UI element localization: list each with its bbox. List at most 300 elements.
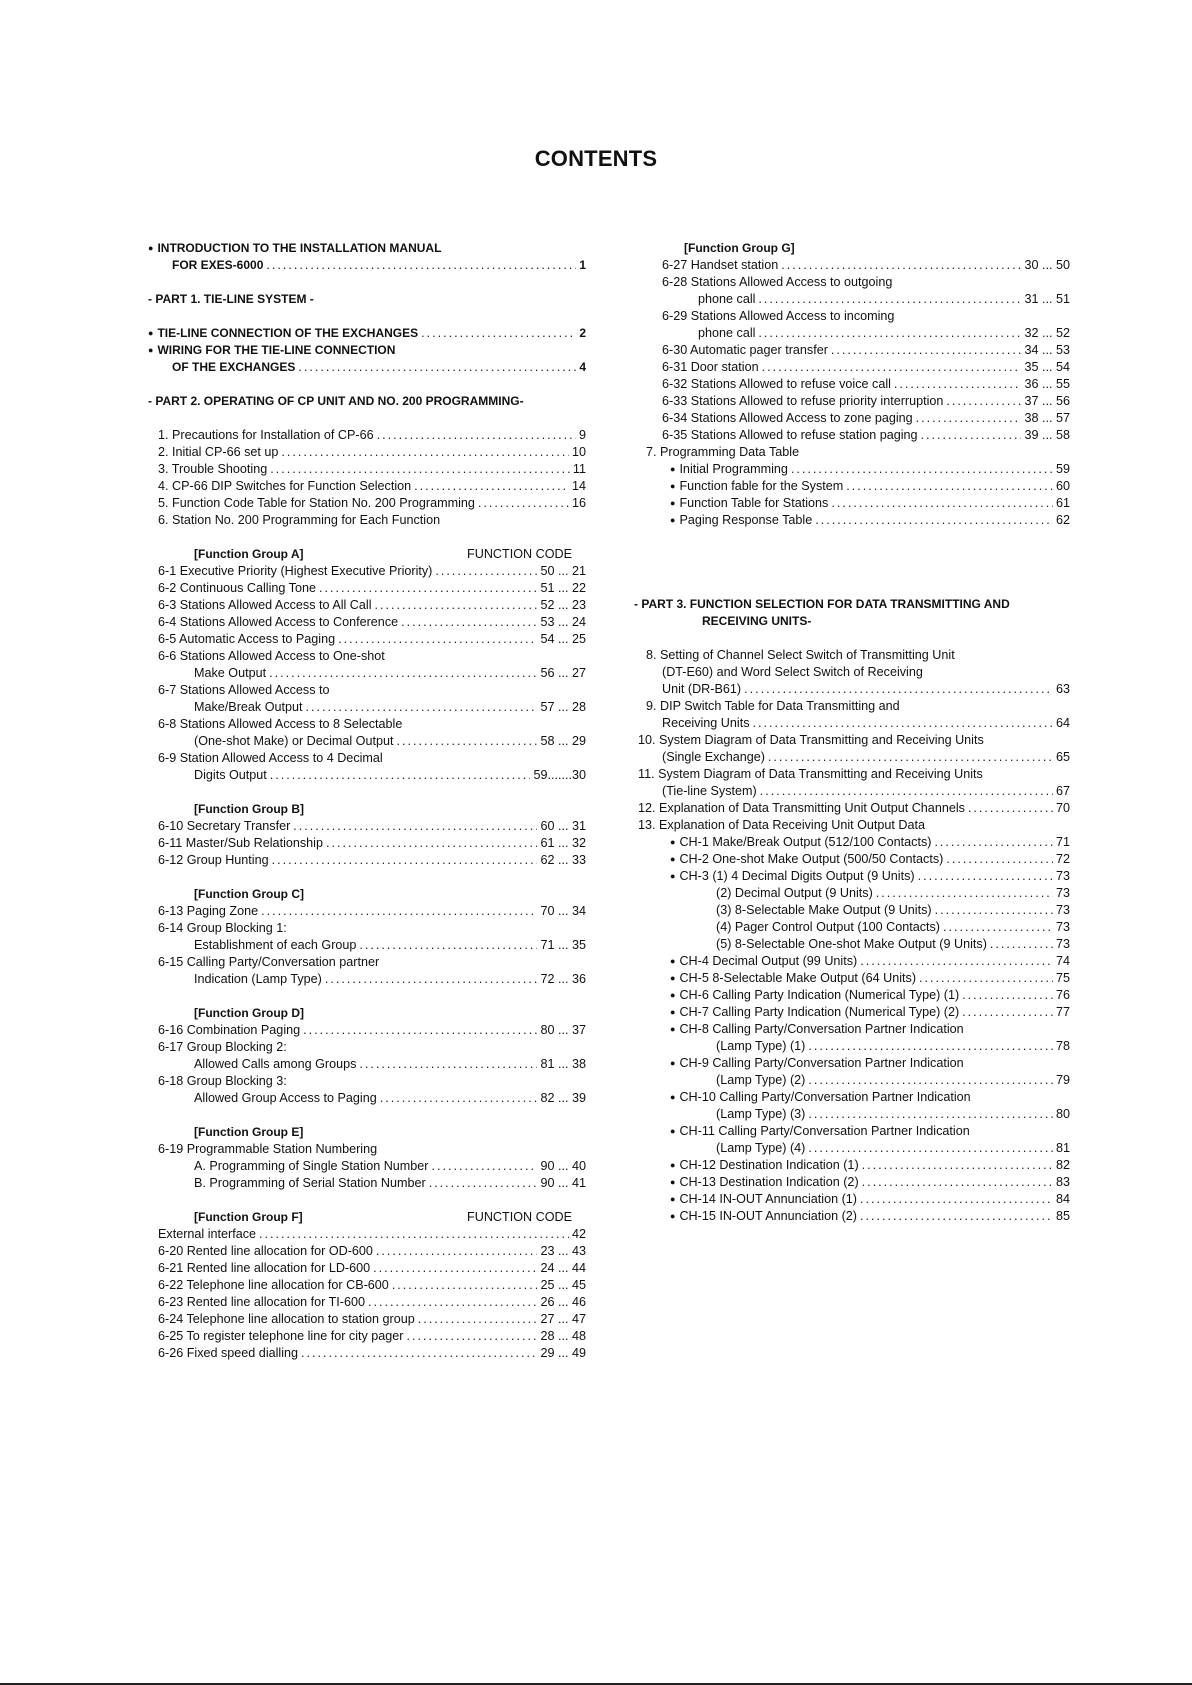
- page-number: 59.......30: [533, 768, 586, 782]
- toc-entry: [634, 461, 1070, 478]
- dot-leader: [808, 1038, 1053, 1055]
- toc-entry: [148, 1158, 586, 1175]
- toc-entry: [148, 359, 586, 376]
- toc-entry: [148, 665, 586, 682]
- dot-leader: [432, 1158, 538, 1175]
- page-number: 38 ... 57: [1024, 411, 1070, 425]
- dot-leader: [762, 359, 1022, 376]
- page-number: 61 ... 32: [540, 836, 586, 850]
- dot-leader: [935, 902, 1053, 919]
- entry-title: 6-34 Stations Allowed Access to zone paging: [662, 411, 913, 425]
- toc-entry: [634, 783, 1070, 800]
- dot-leader: [303, 1022, 537, 1039]
- dot-leader: [261, 903, 537, 920]
- toc-line: [634, 664, 1070, 681]
- page-number: 73: [1055, 937, 1070, 951]
- entry-title: 6-10 Secretary Transfer: [158, 819, 291, 833]
- page-number: 16: [571, 496, 586, 510]
- page-number: 59: [1055, 462, 1070, 476]
- group-label: [Function Group G]: [684, 241, 795, 255]
- entry-title: phone call: [698, 292, 756, 306]
- toc-entry: [634, 902, 1070, 919]
- entry-title: 7. Programming Data Table: [646, 445, 800, 459]
- dot-leader: [338, 631, 537, 648]
- entry-title: 6-25 To register telephone line for city pager: [158, 1329, 404, 1343]
- page-number: 50 ... 21: [540, 564, 586, 578]
- entry-title: Unit (DR-B61): [662, 682, 742, 696]
- entry-title: 3. Trouble Shooting: [158, 462, 268, 476]
- page-number: 24 ... 44: [540, 1261, 586, 1275]
- page-number: 61: [1055, 496, 1070, 510]
- toc-line: [634, 647, 1070, 664]
- dot-leader: [990, 936, 1053, 953]
- toc-entry: [634, 715, 1070, 732]
- entry-title: 6-22 Telephone line allocation for CB-600: [158, 1278, 389, 1292]
- entry-title: RECEIVING UNITS-: [702, 614, 812, 628]
- entry-title: Indication (Lamp Type): [194, 972, 322, 986]
- dot-leader: [808, 1106, 1053, 1123]
- dot-leader: [862, 1174, 1053, 1191]
- entry-title: 6-35 Stations Allowed to refuse station paging: [662, 428, 918, 442]
- dot-leader: [272, 852, 538, 869]
- group-label: [Function Group A]: [194, 547, 304, 561]
- toc-entry: [148, 597, 586, 614]
- entry-title: B. Programming of Serial Station Number: [194, 1176, 426, 1190]
- page-number: 23 ... 43: [540, 1244, 586, 1258]
- toc-line: [148, 1141, 586, 1158]
- entry-title: (Lamp Type) (2): [716, 1073, 806, 1087]
- toc-entry: [634, 800, 1070, 817]
- entry-title: (Lamp Type) (3): [716, 1107, 806, 1121]
- spacer: [148, 410, 586, 427]
- dot-leader: [396, 733, 537, 750]
- toc-entry: [634, 1072, 1070, 1089]
- toc-entry: [634, 410, 1070, 427]
- spacer: [148, 869, 586, 886]
- function-group-heading: [148, 1005, 586, 1022]
- entry-title: Make Output: [194, 666, 267, 680]
- page-number: 34 ... 53: [1024, 343, 1070, 357]
- page-number: 81 ... 38: [540, 1057, 586, 1071]
- toc-entry: [148, 1328, 586, 1345]
- toc-entry: [148, 835, 586, 852]
- page-number: 57 ... 28: [540, 700, 586, 714]
- dot-leader: [421, 325, 576, 342]
- entry-title: ● Paging Response Table: [670, 512, 812, 529]
- entry-title: ● Function Table for Stations: [670, 495, 828, 512]
- toc-entry: [148, 427, 586, 444]
- page-number: 90 ... 40: [540, 1159, 586, 1173]
- toc-entry: [148, 1056, 586, 1073]
- page-number: 53 ... 24: [540, 615, 586, 629]
- entry-title: 11. System Diagram of Data Transmitting and Receiving Units: [638, 767, 983, 781]
- page-number: 14: [571, 479, 586, 493]
- dot-leader: [934, 834, 1053, 851]
- dot-leader: [407, 1328, 538, 1345]
- toc-entry: [634, 681, 1070, 698]
- page-number: 37 ... 56: [1024, 394, 1070, 408]
- dot-leader: [758, 325, 1021, 342]
- toc-line: [148, 342, 586, 359]
- function-group-heading: [634, 240, 1070, 257]
- entry-title: phone call: [698, 326, 756, 340]
- dot-leader: [266, 257, 576, 274]
- toc-entry: [634, 1191, 1070, 1208]
- toc-entry: [634, 1004, 1070, 1021]
- toc-line: [148, 648, 586, 665]
- toc-entry: [148, 733, 586, 750]
- dot-leader: [860, 1191, 1053, 1208]
- dot-leader: [894, 376, 1022, 393]
- dot-leader: [862, 1157, 1053, 1174]
- page-number: 30 ... 50: [1024, 258, 1070, 272]
- toc-line: [634, 1123, 1070, 1140]
- entry-title: - PART 2. OPERATING OF CP UNIT AND NO. 200 PROGRAMMING-: [148, 394, 524, 408]
- page-number: 70: [1055, 801, 1070, 815]
- entry-title: (Single Exchange): [662, 750, 765, 764]
- toc-entry: [148, 1226, 586, 1243]
- entry-title: 6-9 Station Allowed Access to 4 Decimal: [158, 751, 383, 765]
- page-number: 82 ... 39: [540, 1091, 586, 1105]
- toc-entry: [148, 937, 586, 954]
- page-number: 72: [1055, 852, 1070, 866]
- page-number: 60: [1055, 479, 1070, 493]
- function-group-heading: [148, 546, 586, 563]
- spacer: [148, 1192, 586, 1209]
- group-label: [Function Group C]: [194, 887, 304, 901]
- page-number: 85: [1055, 1209, 1070, 1223]
- spacer: [148, 376, 586, 393]
- toc-entry: [148, 1090, 586, 1107]
- page-number: 79: [1055, 1073, 1070, 1087]
- entry-title: - PART 1. TIE-LINE SYSTEM -: [148, 292, 314, 306]
- toc-line: [634, 274, 1070, 291]
- page-number: 63: [1055, 682, 1070, 696]
- page-number: 65: [1055, 750, 1070, 764]
- page-number: 90 ... 41: [540, 1176, 586, 1190]
- toc-line: [148, 393, 586, 410]
- toc-line: [634, 596, 1070, 613]
- entry-title: 10. System Diagram of Data Transmitting and Receiving Units: [638, 733, 984, 747]
- dot-leader: [808, 1072, 1053, 1089]
- dot-leader: [414, 478, 569, 495]
- toc-entry: [148, 767, 586, 784]
- toc-line: [148, 291, 586, 308]
- toc-entry: [634, 1106, 1070, 1123]
- entry-title: 6-24 Telephone line allocation to station group: [158, 1312, 415, 1326]
- spacer: [148, 308, 586, 325]
- entry-title: (DT-E60) and Word Select Switch of Receiving: [662, 665, 923, 679]
- dot-leader: [418, 1311, 538, 1328]
- page-title: CONTENTS: [534, 146, 658, 171]
- page-number: 60 ... 31: [540, 819, 586, 833]
- entry-title: ● Initial Programming: [670, 461, 788, 478]
- dot-leader: [375, 597, 538, 614]
- page-number: 75: [1055, 971, 1070, 985]
- toc-entry: [148, 631, 586, 648]
- entry-title: ● CH-6 Calling Party Indication (Numerical Type) (1): [670, 987, 959, 1004]
- dot-leader: [359, 937, 537, 954]
- dot-leader: [429, 1175, 538, 1192]
- entry-title: 6-2 Continuous Calling Tone: [158, 581, 316, 595]
- group-label: [Function Group D]: [194, 1006, 304, 1020]
- dot-leader: [368, 1294, 537, 1311]
- toc-line: [634, 698, 1070, 715]
- dot-leader: [380, 1090, 538, 1107]
- page-number: 56 ... 27: [540, 666, 586, 680]
- dot-leader: [791, 461, 1053, 478]
- page-number: 32 ... 52: [1024, 326, 1070, 340]
- toc-line: [634, 817, 1070, 834]
- entry-title: Establishment of each Group: [194, 938, 357, 952]
- entry-title: 8. Setting of Channel Select Switch of Transmitting Unit: [646, 648, 955, 662]
- toc-line: [634, 1055, 1070, 1072]
- entry-title: ● CH-11 Calling Party/Conversation Partner Indication: [670, 1123, 970, 1140]
- page-number: 71: [1055, 835, 1070, 849]
- toc-entry: [634, 1038, 1070, 1055]
- dot-leader: [298, 359, 576, 376]
- entry-title: Digits Output: [194, 768, 267, 782]
- page-number: 73: [1055, 886, 1070, 900]
- page-number: 25 ... 45: [540, 1278, 586, 1292]
- page-number: 74: [1055, 954, 1070, 968]
- function-code-header: FUNCTION CODE: [467, 547, 572, 561]
- spacer: [634, 529, 1070, 579]
- entry-title: 6-31 Door station: [662, 360, 759, 374]
- entry-title: ● CH-15 IN-OUT Annunciation (2): [670, 1208, 857, 1225]
- dot-leader: [270, 461, 570, 478]
- toc-entry: [634, 919, 1070, 936]
- group-label: [Function Group F]: [194, 1210, 303, 1224]
- dot-leader: [478, 495, 569, 512]
- dot-leader: [376, 1243, 538, 1260]
- toc-line: [148, 512, 586, 529]
- entry-title: ● CH-9 Calling Party/Conversation Partner Indication: [670, 1055, 964, 1072]
- toc-line: [634, 613, 1070, 630]
- dot-leader: [831, 342, 1022, 359]
- page-number: 10: [571, 445, 586, 459]
- entry-title: A. Programming of Single Station Number: [194, 1159, 429, 1173]
- entry-title: Allowed Calls among Groups: [194, 1057, 357, 1071]
- toc-entry: [148, 1277, 586, 1294]
- spacer: [634, 630, 1070, 647]
- entry-title: 6-27 Handset station: [662, 258, 779, 272]
- entry-title: ● CH-12 Destination Indication (1): [670, 1157, 859, 1174]
- entry-title: ● CH-14 IN-OUT Annunciation (1): [670, 1191, 857, 1208]
- entry-title: ● CH-1 Make/Break Output (512/100 Contacts): [670, 834, 931, 851]
- entry-title: (2) Decimal Output (9 Units): [716, 886, 873, 900]
- toc-entry: [148, 580, 586, 597]
- entry-title: ● CH-13 Destination Indication (2): [670, 1174, 859, 1191]
- toc-entry: [634, 868, 1070, 885]
- function-group-heading: [148, 801, 586, 818]
- entry-title: 6-16 Combination Paging: [158, 1023, 301, 1037]
- page-number: 72 ... 36: [540, 972, 586, 986]
- entry-title: ● Function fable for the System: [670, 478, 843, 495]
- page-number: 54 ... 25: [540, 632, 586, 646]
- page-number: 9: [578, 428, 586, 442]
- dot-leader: [846, 478, 1053, 495]
- page-number: 71 ... 35: [540, 938, 586, 952]
- toc-line: [148, 954, 586, 971]
- toc-entry: [148, 444, 586, 461]
- entry-title: 12. Explanation of Data Transmitting Unit Output Channels: [638, 801, 965, 815]
- entry-title: 6-23 Rented line allocation for TI-600: [158, 1295, 365, 1309]
- dot-leader: [293, 818, 537, 835]
- entry-title: 6-33 Stations Allowed to refuse priority interruption: [662, 394, 944, 408]
- entry-title: 6-18 Group Blocking 3:: [158, 1074, 287, 1088]
- dot-leader: [325, 971, 538, 988]
- toc-entry: [634, 1174, 1070, 1191]
- dot-leader: [259, 1226, 569, 1243]
- dot-leader: [270, 767, 531, 784]
- spacer: [634, 579, 1070, 596]
- dot-leader: [758, 291, 1021, 308]
- toc-entry: [634, 987, 1070, 1004]
- entry-title: ● CH-8 Calling Party/Conversation Partner Indication: [670, 1021, 964, 1038]
- entry-title: 5. Function Code Table for Station No. 200 Programming: [158, 496, 475, 510]
- toc-entry: [148, 461, 586, 478]
- dot-leader: [921, 427, 1022, 444]
- dot-leader: [319, 580, 537, 597]
- page-number: 82: [1055, 1158, 1070, 1172]
- entry-title: 6-8 Stations Allowed Access to 8 Selectable: [158, 717, 403, 731]
- toc-entry: [148, 257, 586, 274]
- page-number: 52 ... 23: [540, 598, 586, 612]
- toc-entry: [148, 478, 586, 495]
- toc-entry: [634, 427, 1070, 444]
- entry-title: 6-5 Automatic Access to Paging: [158, 632, 336, 646]
- toc-entry: [148, 818, 586, 835]
- entry-title: Allowed Group Access to Paging: [194, 1091, 377, 1105]
- toc-entry: [634, 495, 1070, 512]
- dot-leader: [401, 614, 537, 631]
- page-number: 84: [1055, 1192, 1070, 1206]
- entry-title: OF THE EXCHANGES: [172, 360, 296, 374]
- dot-leader: [744, 681, 1053, 698]
- dot-leader: [919, 970, 1053, 987]
- page-number: 80: [1055, 1107, 1070, 1121]
- page-number: 58 ... 29: [540, 734, 586, 748]
- toc-entry: [634, 749, 1070, 766]
- toc-line: [148, 1039, 586, 1056]
- spacer: [148, 784, 586, 801]
- entry-title: (Tie-line System): [662, 784, 757, 798]
- toc-line: [634, 1089, 1070, 1106]
- page-number: 76: [1055, 988, 1070, 1002]
- toc-line: [634, 308, 1070, 325]
- entry-title: 6-11 Master/Sub Relationship: [158, 836, 323, 850]
- page-number: 73: [1055, 920, 1070, 934]
- dot-leader: [392, 1277, 538, 1294]
- contents-right-column: [634, 240, 1070, 1225]
- page-number: 35 ... 54: [1024, 360, 1070, 374]
- function-group-heading: [148, 886, 586, 903]
- toc-entry: [148, 699, 586, 716]
- entry-title: 1. Precautions for Installation of CP-66: [158, 428, 374, 442]
- toc-entry: [634, 1208, 1070, 1225]
- page-number: 67: [1055, 784, 1070, 798]
- dot-leader: [946, 851, 1053, 868]
- dot-leader: [753, 715, 1053, 732]
- entry-title: ● WIRING FOR THE TIE-LINE CONNECTION: [148, 342, 395, 359]
- toc-entry: [634, 512, 1070, 529]
- dot-leader: [916, 410, 1022, 427]
- dot-leader: [760, 783, 1053, 800]
- entry-title: 6-7 Stations Allowed Access to: [158, 683, 330, 697]
- entry-title: 6-14 Group Blocking 1:: [158, 921, 287, 935]
- spacer: [148, 529, 586, 546]
- toc-entry: [634, 834, 1070, 851]
- toc-entry: [634, 1140, 1070, 1157]
- dot-leader: [968, 800, 1053, 817]
- spacer: [148, 274, 586, 291]
- entry-title: 6-32 Stations Allowed to refuse voice call: [662, 377, 891, 391]
- page-number: 39 ... 58: [1024, 428, 1070, 442]
- toc-entry: [148, 1345, 586, 1362]
- page-number: 73: [1055, 903, 1070, 917]
- page-number: 73: [1055, 869, 1070, 883]
- entry-title: 6-29 Stations Allowed Access to incoming: [662, 309, 895, 323]
- entry-title: 13. Explanation of Data Receiving Unit Output Data: [638, 818, 926, 832]
- toc-entry: [634, 970, 1070, 987]
- toc-entry: [634, 885, 1070, 902]
- page-number: 62 ... 33: [540, 853, 586, 867]
- toc-entry: [148, 1022, 586, 1039]
- toc-entry: [634, 1157, 1070, 1174]
- entry-title: ● CH-3 (1) 4 Decimal Digits Output (9 Units): [670, 868, 915, 885]
- entry-title: (Lamp Type) (4): [716, 1141, 806, 1155]
- entry-title: (One-shot Make) or Decimal Output: [194, 734, 394, 748]
- toc-line: [148, 750, 586, 767]
- toc-entry: [634, 851, 1070, 868]
- dot-leader: [377, 427, 576, 444]
- entry-title: 2. Initial CP-66 set up: [158, 445, 279, 459]
- toc-entry: [148, 495, 586, 512]
- page-number: 26 ... 46: [540, 1295, 586, 1309]
- entry-title: Receiving Units: [662, 716, 750, 730]
- dot-leader: [876, 885, 1053, 902]
- entry-title: ● CH-2 One-shot Make Output (500/50 Contacts): [670, 851, 943, 868]
- toc-entry: [634, 325, 1070, 342]
- page-number: 4: [579, 360, 586, 374]
- entry-title: 6-26 Fixed speed dialling: [158, 1346, 299, 1360]
- dot-leader: [301, 1345, 537, 1362]
- page-number: 27 ... 47: [540, 1312, 586, 1326]
- toc-entry: [634, 393, 1070, 410]
- toc-entry: [148, 903, 586, 920]
- entry-title: (Lamp Type) (1): [716, 1039, 806, 1053]
- page-number: 64: [1055, 716, 1070, 730]
- page-number: 77: [1055, 1005, 1070, 1019]
- entry-title: External interface: [158, 1227, 257, 1241]
- entry-title: 9. DIP Switch Table for Data Transmitting and: [646, 699, 900, 713]
- page-number: 51 ... 22: [540, 581, 586, 595]
- entry-title: (3) 8-Selectable Make Output (9 Units): [716, 903, 932, 917]
- entry-title: 6-19 Programmable Station Numbering: [158, 1142, 378, 1156]
- entry-title: 4. CP-66 DIP Switches for Function Selection: [158, 479, 412, 493]
- dot-leader: [831, 495, 1053, 512]
- toc-line: [634, 444, 1070, 461]
- toc-entry: [148, 563, 586, 580]
- dot-leader: [768, 749, 1053, 766]
- page-number: 42: [571, 1227, 586, 1241]
- dot-leader: [860, 953, 1053, 970]
- entry-title: ● TIE-LINE CONNECTION OF THE EXCHANGES: [148, 325, 418, 342]
- entry-title: ● INTRODUCTION TO THE INSTALLATION MANUAL: [148, 240, 441, 257]
- entry-title: (4) Pager Control Output (100 Contacts): [716, 920, 940, 934]
- entry-title: 6-12 Group Hunting: [158, 853, 269, 867]
